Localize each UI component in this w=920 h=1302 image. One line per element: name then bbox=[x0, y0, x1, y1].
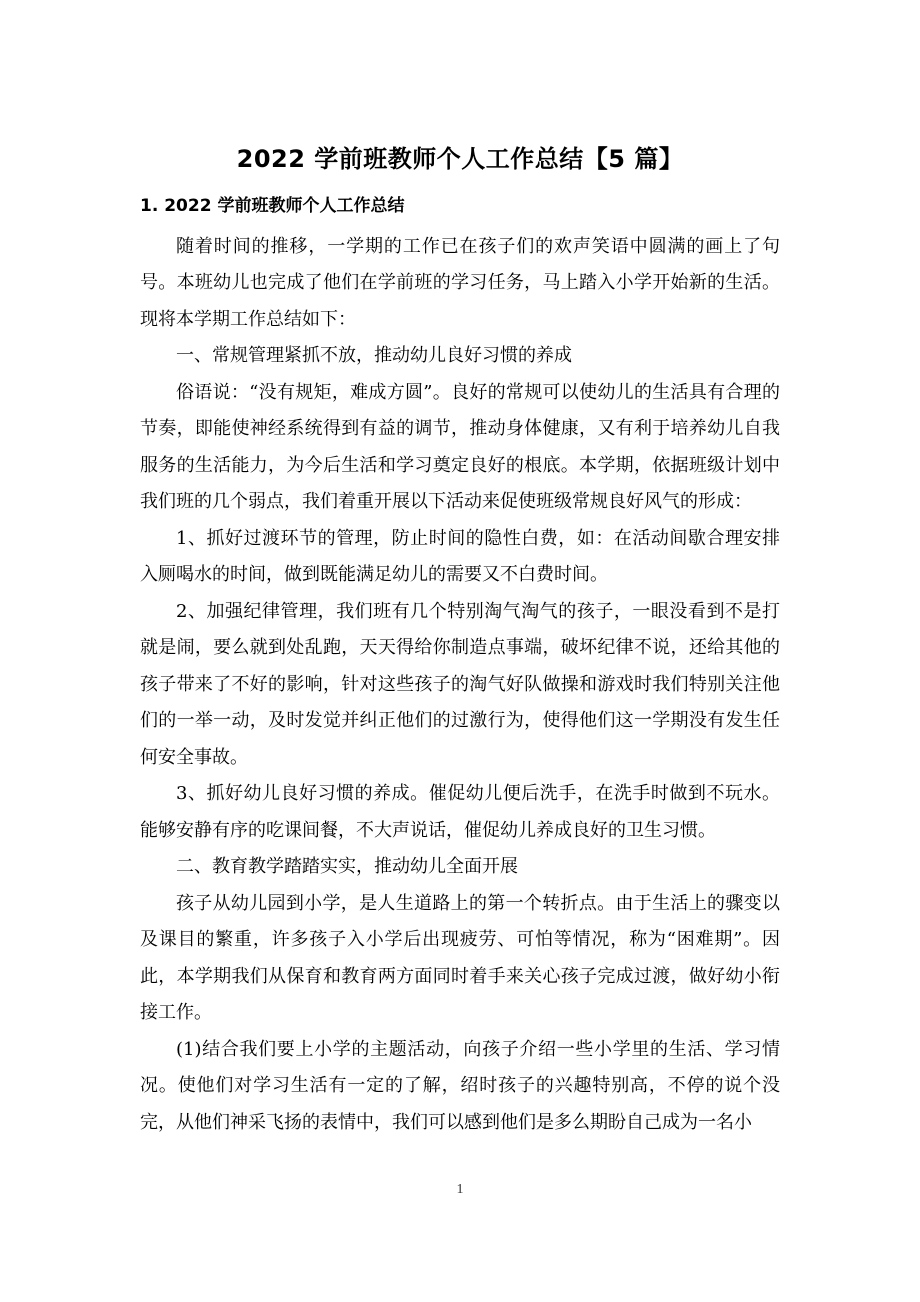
subheading: 一、常规管理紧抓不放，推动幼儿良好习惯的养成 bbox=[176, 345, 572, 366]
list-item: 3、抓好幼儿良好习惯的养成。催促幼儿便后洗手，在洗手时做到不玩水。能够安静有序的吃课间餐，不大声说话，催促幼儿养成良好的卫生习惯。 bbox=[140, 783, 780, 841]
list-item: 1、抓好过渡环节的管理，防止时间的隐性白费，如：在活动间歇合理安排入厕喝水的时间，做到既能满足幼儿的需要又不白费时间。 bbox=[140, 527, 780, 585]
subheading: 二、教育教学踏踏实实，推动幼儿全面开展 bbox=[176, 856, 518, 877]
document-title: 2022 学前班教师个人工作总结【5 篇】 bbox=[236, 145, 684, 173]
document-body bbox=[140, 188, 780, 1141]
list-item: 2、加强纪律管理，我们班有几个特别淘气淘气的孩子，一眼没看到不是打就是闹，要么就到处乱跑，天天得给你制造点事端，破坏纪律不说，还给其他的孩子带来了不好的影响，针对这些孩子的淘气好队做操和游戏时我们特别关注他们的一举一动，及时发觉并纠正他们的过激行为，使得他们这一学期没有发生任何安全事故。 bbox=[140, 600, 780, 768]
list-item: (1)结合我们要上小学的主题活动，向孩子介绍一些小学里的生活、学习情况。使他们对学习生活有一定的了解，绍时孩子的兴趣特别高，不停的说个没完，从他们神采飞扬的表情中，我们可以感到他们是多么期盼自己成为一名小 bbox=[140, 1038, 780, 1133]
page-number: 1 bbox=[456, 1182, 464, 1197]
paragraph: 孩子从幼儿园到小学，是人生道路上的第一个转折点。由于生活上的骤变以及课目的繁重，许多孩子入小学后出现疲劳、可怕等情况，称为“困难期”。因此，本学期我们从保育和教育两方面同时着手来关心孩子完成过渡，做好幼小衔接工作。 bbox=[140, 892, 780, 1023]
section-heading: 1. 2022 学前班教师个人工作总结 bbox=[140, 196, 405, 216]
paragraph: 俗语说：“没有规矩，难成方圆”。良好的常规可以使幼儿的生活具有合理的节奏，即能使神经系统得到有益的调节，推动身体健康，又有利于培养幼儿自我服务的生活能力，为今后生活和学习奠定良好的根底。本学期，依据班级计划中我们班的几个弱点，我们着重开展以下活动来促使班级常规良好风气的形成： bbox=[140, 381, 780, 512]
paragraph: 随着时间的推移，一学期的工作已在孩子们的欢声笑语中圆满的画上了句号。本班幼儿也完成了他们在学前班的学习任务，马上踏入小学开始新的生活。现将本学期工作总结如下： bbox=[140, 235, 780, 330]
